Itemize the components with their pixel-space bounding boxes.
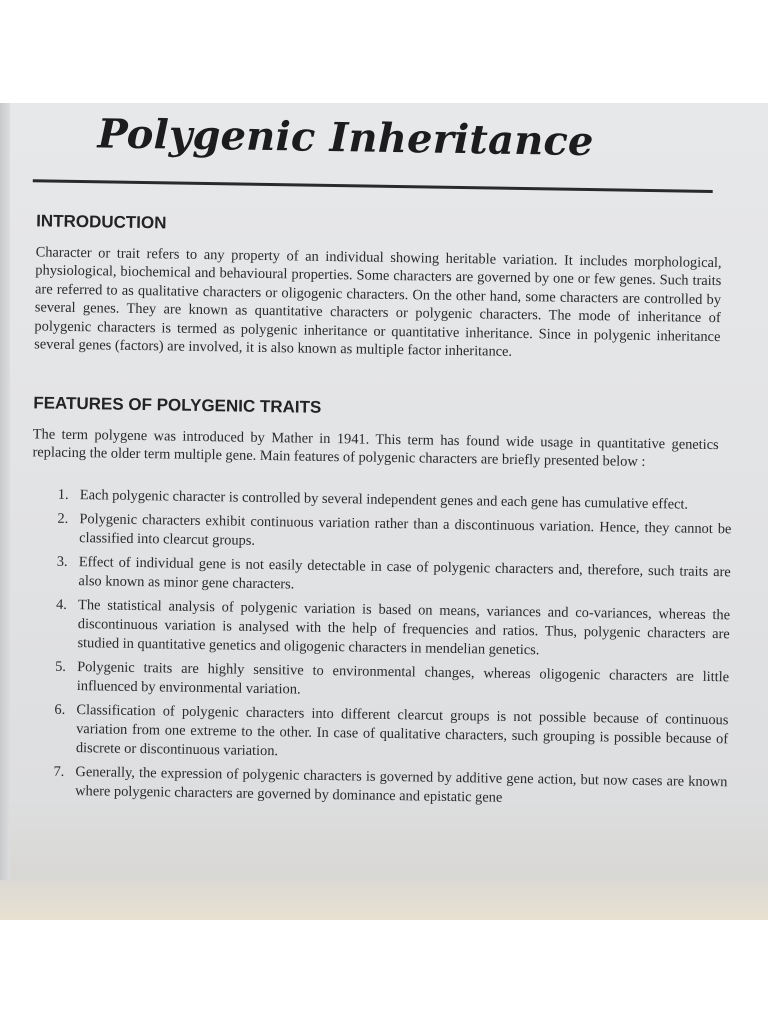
list-item <box>31 509 732 558</box>
features-list <box>27 485 732 816</box>
list-item <box>29 657 730 706</box>
list-item-number: 6. <box>54 701 66 718</box>
book-page-photo <box>0 103 768 920</box>
list-item-text: Generally, the expression of polygenic characters is governed by additive gene action, but now cases are known where polygenic characters are governed by dominance and epistatic gene <box>75 764 728 806</box>
list-item <box>29 595 730 663</box>
features-heading: FEATURES OF POLYGENIC TRAITS <box>33 393 322 417</box>
page-title: Polygenic Inheritance <box>97 110 595 166</box>
introduction-heading: INTRODUCTION <box>36 211 167 233</box>
list-item <box>28 700 729 768</box>
list-item-number: 1. <box>57 486 69 503</box>
list-item <box>27 762 728 811</box>
list-item-number: 4. <box>55 596 68 613</box>
list-item-text: Classification of polygenic characters into different clearcut groups is not possible because of continuous variation from one extreme to the other. In case of qualitative characters, such grouping is possible because of discrete or discontinuous variation. <box>75 702 729 760</box>
list-item-text: Polygenic traits are highly sensitive to environmental changes, whereas oligogenic characters are little influenced by environmental variation. <box>76 659 730 698</box>
list-item-text: The statistical analysis of polygenic variation is based on means, variances and co-variances, whereas the discontinuous variation is analysed with the help of frequencies and ratios. Thus, polygenic characters are studied in quantitative genetics and oligogenic characters in mendelian genetics. <box>77 597 731 659</box>
list-item-text: Each polygenic character is controlled by several independent genes and each gene has cumulative effect. <box>79 487 689 513</box>
list-item-number: 2. <box>57 510 69 527</box>
features-intro-paragraph: The term polygene was introduced by Mather in 1941. This term has found wide usage in quantitative genetics replacing the older term multiple gene. Main features of polygenic characters are briefly presented below : <box>32 426 719 471</box>
title-underline <box>33 179 713 193</box>
printed-page <box>2 103 768 895</box>
list-item <box>30 552 731 601</box>
list-item-number: 5. <box>55 658 67 675</box>
introduction-paragraph: Character or trait refers to any property of an individual showing heritable variation. It includes morphological, physiological, biochemical and behavioural properties. Some characters are governed by one or few genes. Such traits are referred to as qualitative characters or oligogenic characters. On the other hand, some characters are controlled by several genes. They are known as quantitative characters or polygenic characters. The mode of inheritance of polygenic characters is termed as polygenic inheritance or quantitative inheritance. Since in polygenic inheritance several genes (factors) are involved, it is also known as multiple factor inheritance. <box>34 244 722 360</box>
list-item-number: 7. <box>53 763 65 780</box>
list-item-text: Polygenic characters exhibit continuous variation rather than a discontinuous variation. Hence, they cannot be classified into clearcut groups. <box>79 511 732 549</box>
list-item-number: 3. <box>56 553 68 570</box>
list-item-text: Effect of individual gene is not easily detectable in case of polygenic characters and, therefore, such traits are also known as minor gene characters. <box>78 554 731 593</box>
